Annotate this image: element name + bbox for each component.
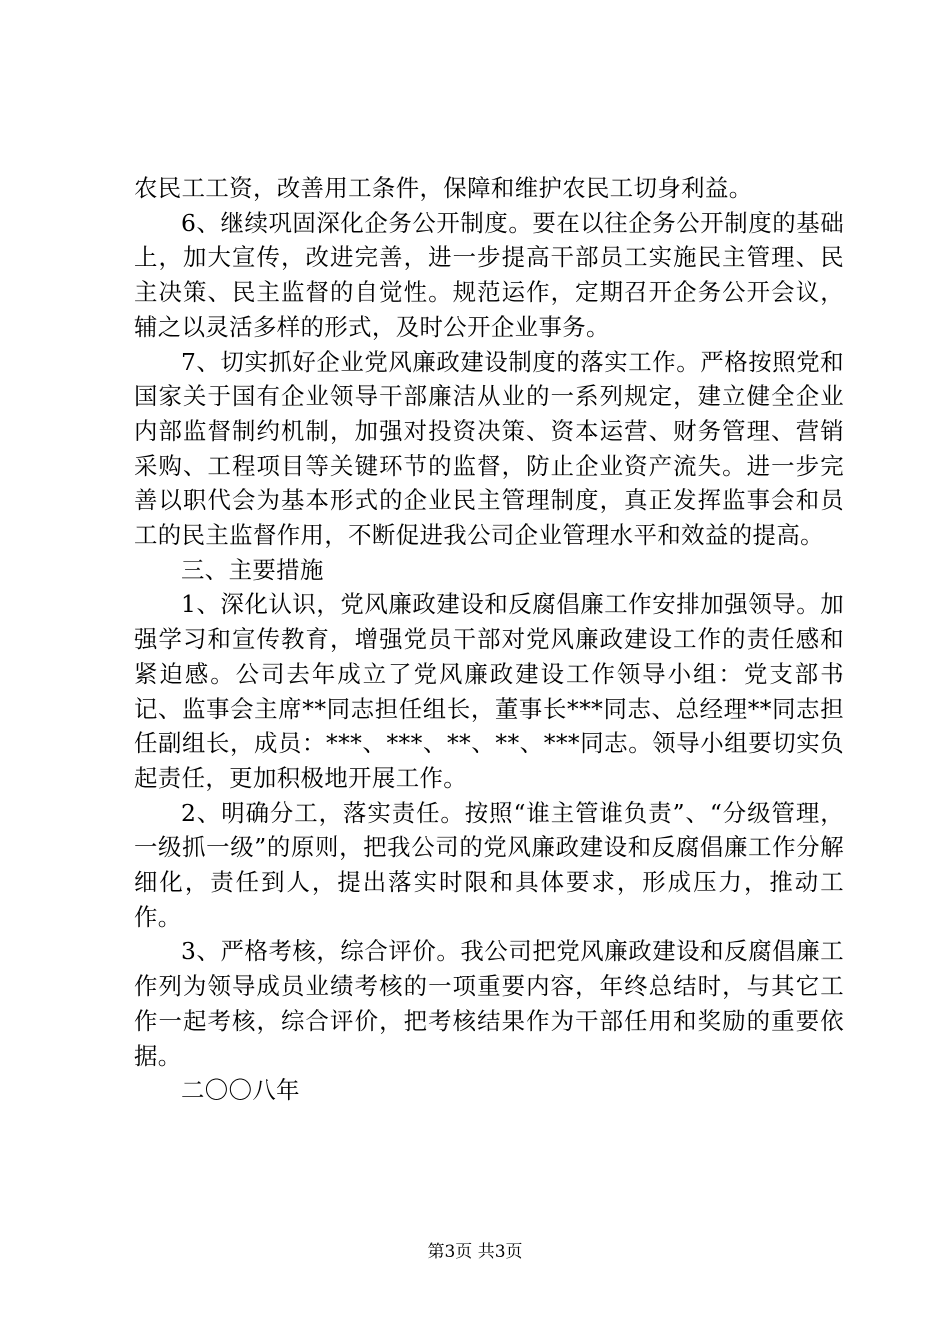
document-body [134, 171, 844, 1108]
section-heading-main-measures: 三、主要措施 [181, 555, 324, 584]
paragraph-measure-2: 2、明确分工，落实责任。按照“谁主管谁负责”、“分级管理，一级抓一级”的原则，把我公司的党风廉政建设和反腐倡廉工作分解细化，责任到人，提出落实时限和具体要求，形成压力，推动工作。 [134, 798, 844, 931]
paragraph-item-6: 6、继续巩固深化企务公开制度。要在以往企务公开制度的基础上，加大宣传，改进完善，进一步提高干部员工实施民主管理、民主决策、民主监督的自觉性。规范运作，定期召开企务公开会议，辅之以灵活多样的形式，及时公开企业事务。 [134, 208, 844, 341]
page-number-footer: 第3页 共3页 [427, 1242, 523, 1262]
document-date: 二〇〇八年 [181, 1076, 300, 1105]
paragraph-continuation: 农民工工资，改善用工条件，保障和维护农民工切身利益。 [134, 174, 753, 202]
paragraph-item-7: 7、切实抓好企业党风廉政建设制度的落实工作。严格按照党和国家关于国有企业领导干部廉洁从业的一系列规定，建立健全企业内部监督制约机制，加强对投资决策、资本运营、财务管理、营销采购、工程项目等关键环节的监督，防止企业资产流失。进一步完善以职代会为基本形式的企业民主管理制度，真正发挥监事会和员工的民主监督作用，不断促进我公司企业管理水平和效益的提高。 [134, 347, 844, 550]
paragraph-measure-1: 1、深化认识，党风廉政建设和反腐倡廉工作安排加强领导。加强学习和宣传教育，增强党员干部对党风廉政建设工作的责任感和紧迫感。公司去年成立了党风廉政建设工作领导小组：党支部书记、监事会主席**同志担任组长，董事长***同志、总经理**同志担任副组长，成员：***、***、**、**、***同志。领导小组要切实负起责任，更加积极地开展工作。 [134, 590, 844, 792]
paragraph-measure-3: 3、严格考核，综合评价。我公司把党风廉政建设和反腐倡廉工作列为领导成员业绩考核的一项重要内容，年终总结时，与其它工作一起考核，综合评价，把考核结果作为干部任用和奖励的重要依据。 [134, 937, 844, 1070]
